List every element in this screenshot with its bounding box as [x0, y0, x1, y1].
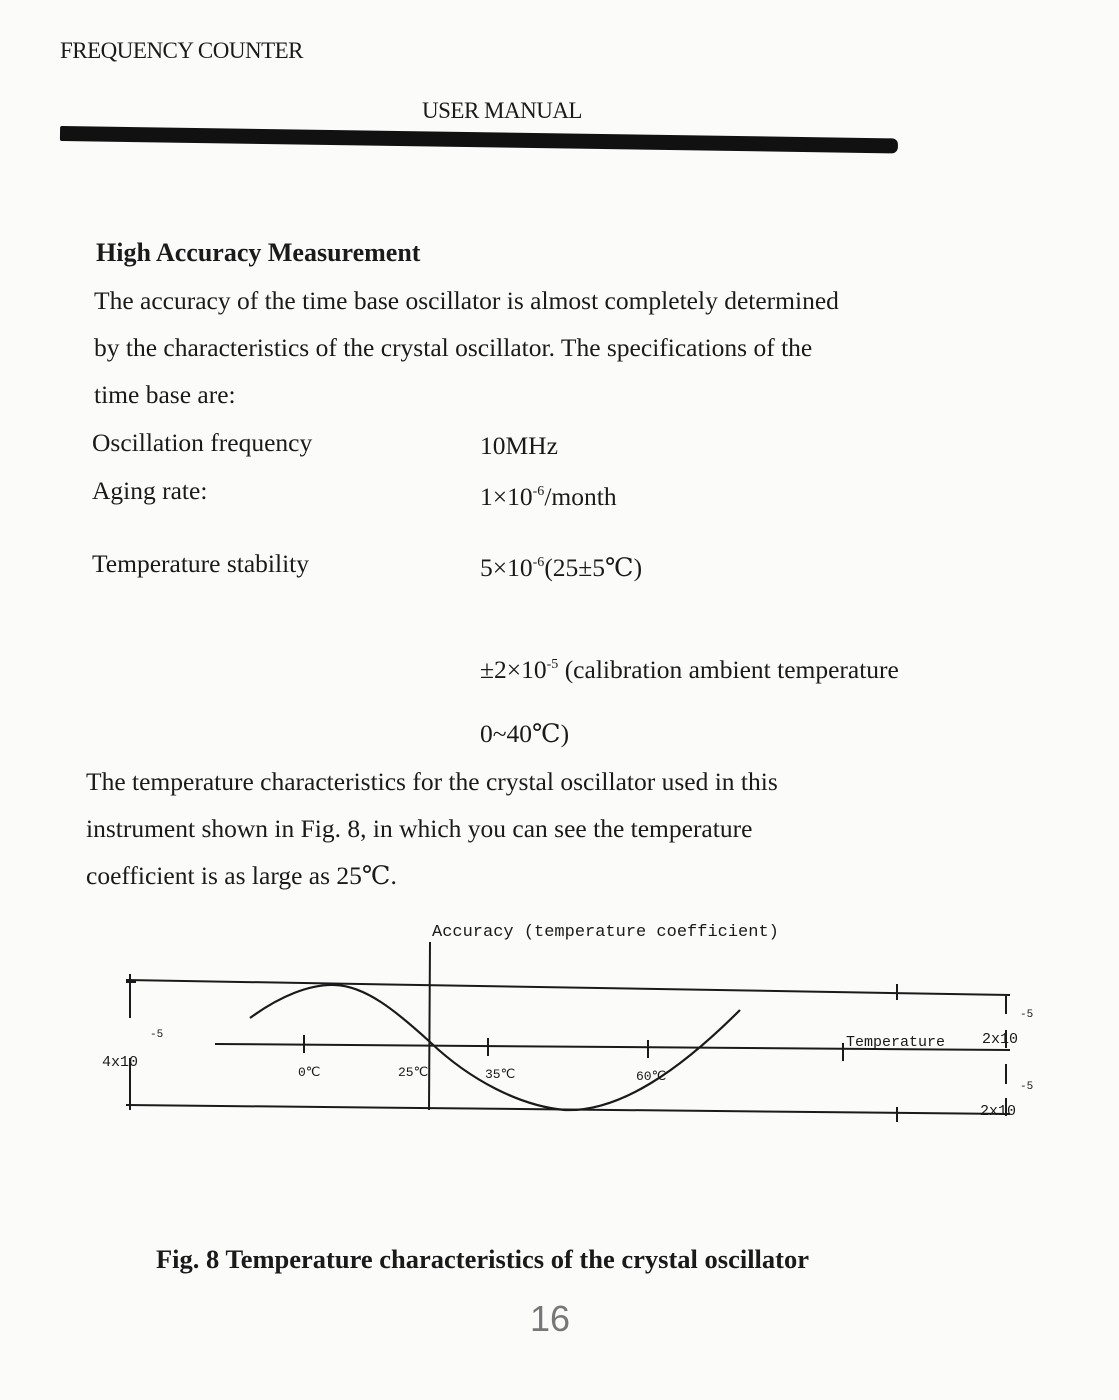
x-tick-label: 25℃	[398, 1065, 429, 1080]
right-lower-exponent: -5	[1020, 1081, 1034, 1093]
upper-limit-line	[126, 980, 1010, 995]
left-bound-label: 4x10	[102, 1054, 139, 1071]
header-right-title: USER MANUAL	[422, 98, 582, 123]
intro-paragraph	[94, 277, 839, 418]
right-lower-label: 2x10	[980, 1103, 1017, 1120]
spec-osc-label: Oscillation frequency	[92, 428, 313, 457]
spec-cal-value: $\pm 2\times 10^{-5}$ (calibration ambient temperature	[480, 655, 899, 684]
section-heading: High Accuracy Measurement	[96, 238, 421, 267]
spec-osc-value: 10MHz	[480, 431, 558, 460]
page-number: 16	[530, 1298, 571, 1339]
spec-aging-label: Aging rate:	[92, 476, 208, 505]
x-axis-title: Temperature	[846, 1034, 946, 1051]
fig8-diagram	[0, 900, 1119, 1140]
paragraph-line: coefficient is as large as 25℃.	[86, 861, 397, 890]
temperature-paragraph	[86, 758, 778, 899]
intro-line: time base are:	[94, 380, 236, 409]
y-axis-title: Accuracy (temperature coefficient)	[432, 923, 779, 942]
figure-caption: Fig. 8 Temperature characteristics of the crystal oscillator	[156, 1244, 810, 1274]
header-rule	[60, 126, 898, 153]
spec-temp-value: $5\times 10^{-6}(25\pm 5℃)$	[480, 553, 643, 582]
y-axis	[429, 942, 430, 1110]
x-tick-label: 35℃	[485, 1067, 516, 1082]
header-left-title: FREQUENCY COUNTER	[60, 38, 304, 63]
right-upper-label: 2x10	[982, 1031, 1019, 1048]
spec-temp-label: Temperature stability	[92, 549, 310, 578]
paragraph-line: The temperature characteristics for the crystal oscillator used in this	[86, 767, 778, 796]
spec-cal-value-line2: 0~40℃)	[480, 719, 570, 748]
spec-aging-value: $1\times 10^{-6}$/month	[480, 482, 617, 511]
x-tick-label: 0℃	[298, 1065, 321, 1080]
paragraph-line: instrument shown in Fig. 8, in which you can see the temperature	[86, 814, 753, 843]
intro-line: by the characteristics of the crystal oscillator. The specifications of the	[94, 333, 813, 362]
right-upper-exponent: -5	[1020, 1009, 1034, 1021]
x-tick-label: 60℃	[636, 1069, 667, 1084]
left-bound-exponent: -5	[150, 1029, 164, 1041]
intro-line: The accuracy of the time base oscillator is almost completely determined	[94, 286, 839, 315]
